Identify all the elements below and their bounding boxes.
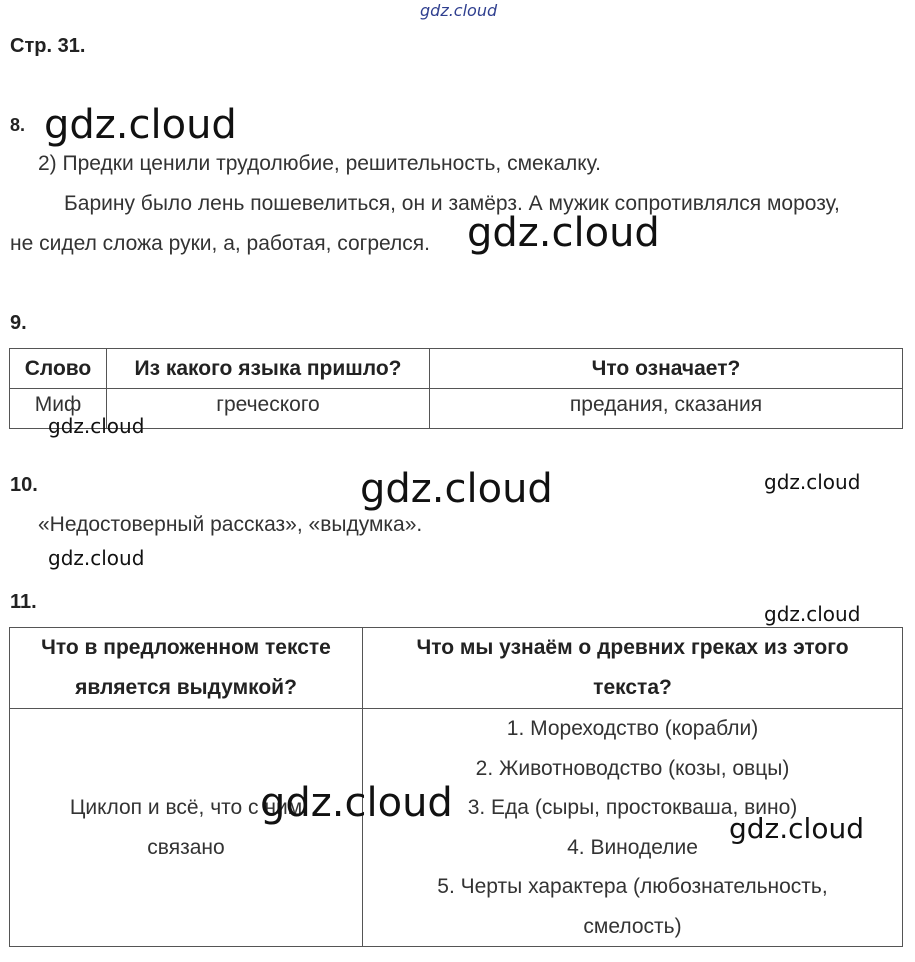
watermark: gdz.cloud	[260, 780, 453, 826]
list-item: 2. Животноводство (козы, овцы)	[475, 756, 790, 780]
header-cell: Что означает?	[430, 349, 903, 389]
table-cell: греческого	[107, 389, 430, 429]
header-left-line2: является выдумкой?	[75, 676, 297, 699]
watermark: gdz.cloud	[764, 470, 861, 494]
watermark: gdz.cloud	[729, 812, 864, 845]
list-item: смелость)	[583, 914, 682, 938]
header-left-line1: Что в предложенном тексте	[41, 636, 331, 659]
task11-table	[9, 627, 903, 947]
page-label: Стр. 31.	[10, 35, 86, 57]
header-cell: Слово	[10, 349, 107, 389]
task8-line3: не сидел сложа руки, а, работая, согрелся.	[10, 232, 430, 255]
watermark-top: gdz.cloud	[420, 1, 498, 20]
watermark: gdz.cloud	[48, 546, 145, 570]
task8-line2: Барину было лень пошевелиться, он и замёрз. А мужик сопротивлялся морозу,	[64, 192, 840, 215]
list-item: 4. Виноделие	[567, 835, 698, 859]
task8-line1: 2) Предки ценили трудолюбие, решительность, смекалку.	[38, 152, 601, 175]
watermark: gdz.cloud	[467, 210, 660, 256]
task10-number: 10.	[10, 474, 38, 496]
table-header-row	[10, 628, 903, 709]
watermark: gdz.cloud	[48, 414, 145, 438]
header-cell	[10, 628, 363, 709]
watermark: gdz.cloud	[44, 102, 237, 148]
table-header-row	[10, 349, 903, 389]
header-cell: Из какого языка пришло?	[107, 349, 430, 389]
table-cell	[10, 709, 363, 947]
watermark: gdz.cloud	[360, 466, 553, 512]
table-cell: Миф	[10, 389, 107, 429]
task11-number: 11.	[10, 591, 37, 613]
list-item: 5. Черты характера (любознательность,	[437, 875, 828, 898]
header-cell	[363, 628, 903, 709]
list-item: 1. Мореходство (корабли)	[506, 717, 759, 740]
table-cell: предания, сказания	[430, 389, 903, 429]
header-right-line2: текста?	[593, 676, 672, 699]
header-right-line1: Что мы узнаём о древних греках из этого	[416, 636, 849, 659]
left-line2: связано	[147, 835, 225, 859]
task8-number: 8.	[10, 115, 26, 135]
watermark: gdz.cloud	[764, 602, 861, 626]
left-line1: Циклоп и всё, что с ним	[69, 795, 303, 819]
task10-answer: «Недостоверный рассказ», «выдумка».	[38, 513, 423, 536]
list-item: 3. Еда (сыры, простокваша, вино)	[467, 796, 798, 819]
task9-number: 9.	[10, 312, 27, 334]
